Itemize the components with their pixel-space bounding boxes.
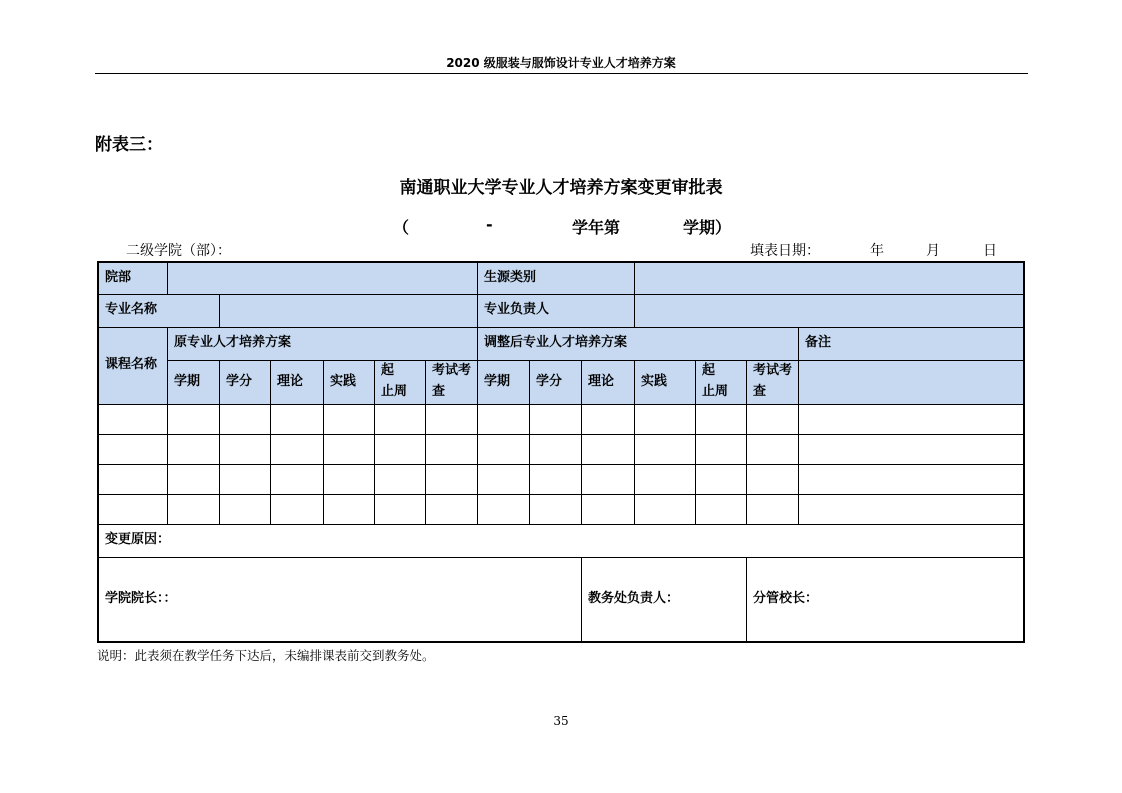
orig-semester-header: 学期: [168, 360, 220, 404]
orig-weeks-header: 起 止周: [375, 360, 426, 404]
major-value-cell[interactable]: [220, 294, 478, 327]
table-cell[interactable]: [324, 404, 375, 434]
table-cell[interactable]: [98, 404, 168, 434]
date-year-label: 年: [870, 243, 884, 259]
table-cell[interactable]: [426, 434, 478, 464]
dept-label-cell: 院部: [98, 262, 168, 294]
term-year-label: 学年第: [572, 218, 621, 237]
source-label-cell: 生源类别: [478, 262, 635, 294]
change-reason-cell[interactable]: 变更原因：: [98, 524, 1024, 557]
table-cell[interactable]: [635, 404, 696, 434]
table-cell[interactable]: [271, 464, 324, 494]
table-row: [98, 464, 1024, 494]
table-cell[interactable]: [635, 464, 696, 494]
term-dash: -: [486, 215, 493, 234]
change-approval-table: [97, 261, 1025, 643]
table-cell[interactable]: [168, 434, 220, 464]
table-cell[interactable]: [696, 434, 747, 464]
adj-theory-header: 理论: [582, 360, 635, 404]
vice-president-signature-cell[interactable]: 分管校长：: [747, 557, 1024, 642]
table-cell[interactable]: [220, 404, 271, 434]
page-number: 35: [553, 714, 569, 728]
academic-office-signature-cell[interactable]: 教务处负责人：: [582, 557, 747, 642]
date-day-label: 日: [983, 243, 997, 259]
table-cell[interactable]: [696, 464, 747, 494]
form-note: 说明：此表须在教学任务下达后，未编排课表前交到教务处。: [97, 648, 435, 663]
table-cell[interactable]: [98, 434, 168, 464]
term-semester-label: 学期）: [683, 218, 732, 237]
college-label: 二级学院（部）：: [126, 243, 231, 259]
table-cell[interactable]: [168, 464, 220, 494]
table-cell[interactable]: [375, 464, 426, 494]
table-cell[interactable]: [582, 494, 635, 524]
table-cell[interactable]: [747, 494, 799, 524]
appendix-label: 附表三：: [95, 135, 163, 155]
table-cell[interactable]: [696, 494, 747, 524]
table-cell[interactable]: [478, 434, 530, 464]
table-cell[interactable]: [478, 404, 530, 434]
table-cell[interactable]: [747, 404, 799, 434]
table-cell[interactable]: [530, 494, 582, 524]
table-cell[interactable]: [635, 434, 696, 464]
dean-signature-cell[interactable]: 学院院长：：: [98, 557, 582, 642]
table-cell[interactable]: [271, 494, 324, 524]
table-cell[interactable]: [98, 464, 168, 494]
table-cell[interactable]: [582, 404, 635, 434]
major-head-value-cell[interactable]: [635, 294, 1024, 327]
table-cell[interactable]: [747, 434, 799, 464]
adj-practice-header: 实践: [635, 360, 696, 404]
table-cell[interactable]: [375, 404, 426, 434]
table-cell[interactable]: [799, 404, 1024, 434]
original-plan-label-cell: 原专业人才培养方案: [168, 327, 478, 360]
table-cell[interactable]: [324, 464, 375, 494]
orig-credit-header: 学分: [220, 360, 271, 404]
major-head-label-cell: 专业负责人: [478, 294, 635, 327]
table-cell[interactable]: [747, 464, 799, 494]
table-row: [98, 404, 1024, 434]
table-cell[interactable]: [478, 464, 530, 494]
document-header-title: 2020 级服装与服饰设计专业人才培养方案: [446, 56, 676, 70]
table-cell[interactable]: [530, 434, 582, 464]
adj-semester-header: 学期: [478, 360, 530, 404]
table-cell[interactable]: [98, 494, 168, 524]
course-name-label-cell: 课程名称: [98, 327, 168, 404]
remarks-label-cell: 备注: [799, 327, 1024, 360]
orig-theory-header: 理论: [271, 360, 324, 404]
table-cell[interactable]: [426, 494, 478, 524]
table-cell[interactable]: [324, 494, 375, 524]
orig-practice-header: 实践: [324, 360, 375, 404]
table-cell[interactable]: [220, 494, 271, 524]
fill-date-label: 填表日期：: [750, 243, 820, 259]
table-cell[interactable]: [635, 494, 696, 524]
adj-weeks-header: 起 止周: [696, 360, 747, 404]
table-cell[interactable]: [530, 404, 582, 434]
table-row: [98, 494, 1024, 524]
table-cell[interactable]: [220, 434, 271, 464]
table-cell[interactable]: [478, 494, 530, 524]
table-cell[interactable]: [271, 404, 324, 434]
header-rule: [95, 73, 1028, 74]
orig-assessment-header: 考试考查: [426, 360, 478, 404]
major-label-cell: 专业名称: [98, 294, 220, 327]
adjusted-plan-label-cell: 调整后专业人才培养方案: [478, 327, 799, 360]
dept-value-cell[interactable]: [168, 262, 478, 294]
table-cell[interactable]: [426, 404, 478, 434]
table-cell[interactable]: [799, 434, 1024, 464]
table-cell[interactable]: [799, 494, 1024, 524]
table-cell[interactable]: [375, 434, 426, 464]
adj-assessment-header: 考试考查: [747, 360, 799, 404]
source-value-cell[interactable]: [635, 262, 1024, 294]
table-cell[interactable]: [271, 434, 324, 464]
table-cell[interactable]: [168, 494, 220, 524]
table-cell[interactable]: [582, 464, 635, 494]
table-cell[interactable]: [375, 494, 426, 524]
term-open-paren: （: [393, 218, 410, 237]
date-month-label: 月: [926, 243, 940, 259]
table-cell[interactable]: [582, 434, 635, 464]
table-cell[interactable]: [324, 434, 375, 464]
adj-credit-header: 学分: [530, 360, 582, 404]
table-cell[interactable]: [426, 464, 478, 494]
table-cell[interactable]: [799, 464, 1024, 494]
form-title: 南通职业大学专业人才培养方案变更审批表: [399, 178, 723, 198]
table-cell[interactable]: [530, 464, 582, 494]
remarks-subheader-cell: [799, 360, 1024, 404]
table-cell[interactable]: [696, 404, 747, 434]
table-row: [98, 434, 1024, 464]
table-cell[interactable]: [220, 464, 271, 494]
table-cell[interactable]: [168, 404, 220, 434]
